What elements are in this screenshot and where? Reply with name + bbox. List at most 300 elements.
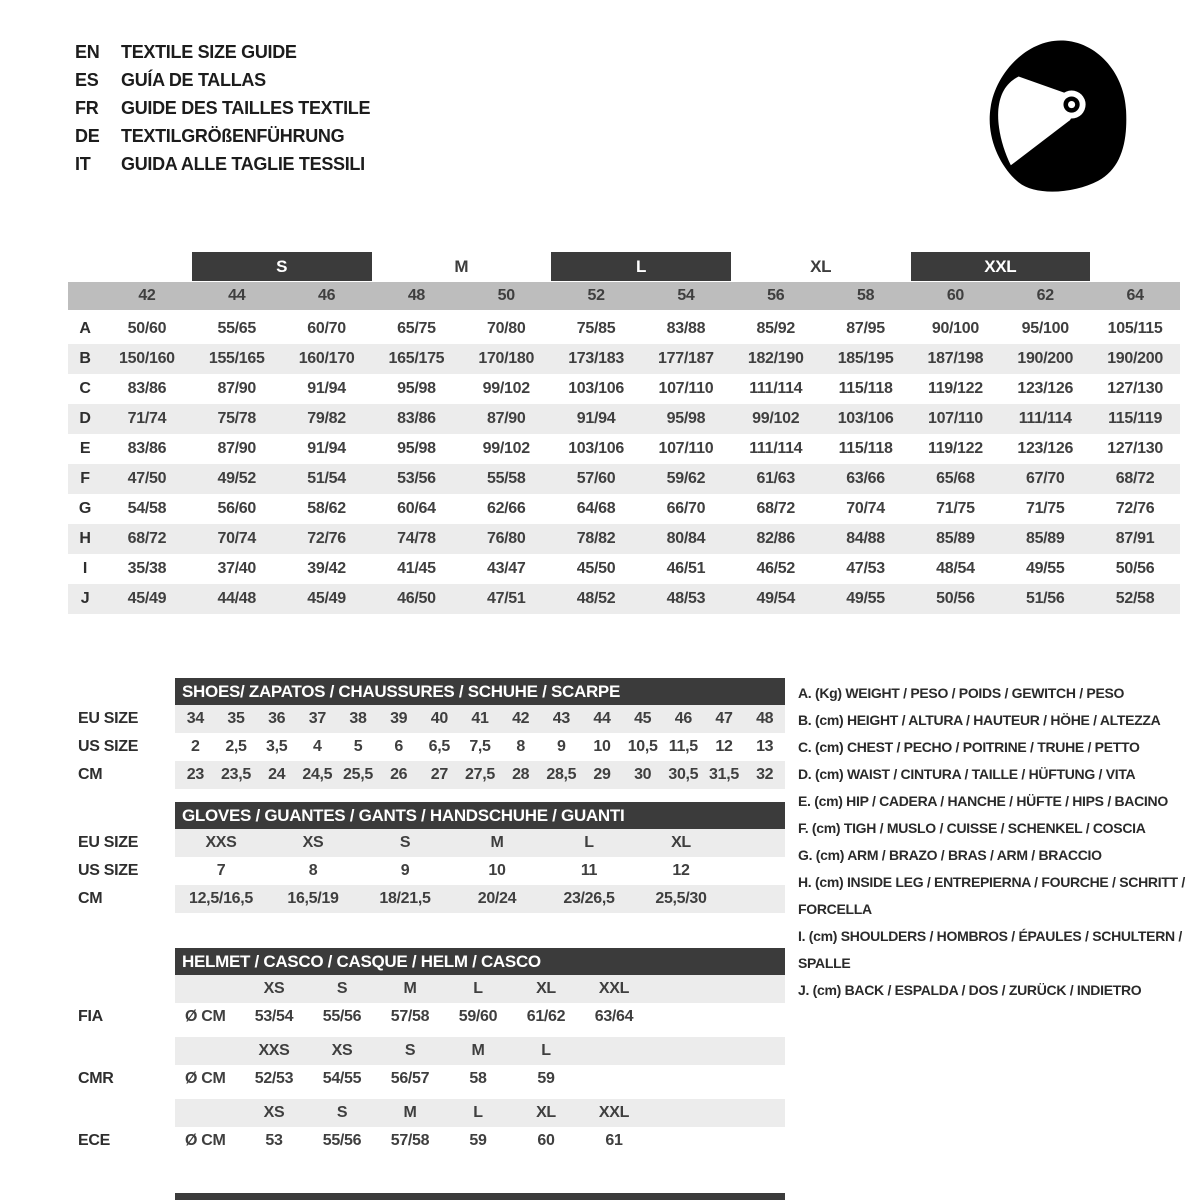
size-value: 165/175 (388, 350, 445, 367)
size-value: 4 (313, 738, 322, 755)
helmet-size-label: M (403, 1104, 417, 1121)
size-value: 59/62 (666, 470, 706, 487)
row-cells (175, 975, 785, 1003)
diameter-unit: Ø CM (185, 1132, 226, 1149)
size-value: 48/52 (576, 590, 616, 607)
size-value: 35 (227, 710, 245, 727)
helmet-size-label: S (336, 980, 348, 997)
language-code: ES (75, 69, 99, 90)
size-value: 48/53 (666, 590, 706, 607)
numeric-size-row (68, 282, 1180, 310)
row-label: E (79, 440, 91, 457)
size-value: 64/68 (576, 500, 616, 517)
size-value: 28 (512, 766, 530, 783)
size-value: 6,5 (428, 738, 450, 755)
size-value: 11,5 (668, 738, 698, 755)
helmet-size-row (78, 1037, 788, 1065)
unit-spacer (175, 1099, 240, 1127)
shoes-section-header: SHOES/ ZAPATOS / CHAUSSURES / SCHUHE / SCARPE (175, 678, 785, 705)
size-value: 107/110 (658, 440, 714, 457)
size-value: 25,5/30 (655, 890, 707, 907)
size-value: 111/114 (749, 380, 803, 397)
size-value: 49/54 (756, 590, 796, 607)
helmet-value-row (78, 1127, 788, 1155)
row-label: J (80, 590, 90, 607)
size-value: 46/51 (666, 560, 706, 577)
size-value: 50/56 (936, 590, 975, 607)
row-cells (175, 1037, 785, 1065)
row-cells (175, 1065, 785, 1093)
size-value: 50/60 (127, 320, 167, 337)
size-value: 12,5/16,5 (188, 890, 254, 907)
size-value: 80/84 (666, 530, 706, 547)
size-value: 12 (672, 862, 690, 879)
size-value: 26 (390, 766, 408, 783)
size-value: 39 (390, 710, 408, 727)
size-value: 46 (674, 710, 692, 727)
size-value: 75/78 (217, 410, 257, 427)
size-value: 150/160 (119, 350, 175, 367)
language-title-row (75, 150, 370, 178)
size-value: 38 (349, 710, 367, 727)
helmet-size-value: 55/56 (322, 1132, 362, 1149)
legend-item: G. (cm) ARM / BRAZO / BRAS / ARM / BRACCIO (798, 847, 1102, 863)
size-value: 9 (400, 862, 410, 879)
size-value: 37 (308, 710, 326, 727)
helmet-size-value: 54/55 (322, 1070, 362, 1087)
size-value: 85/92 (756, 320, 796, 337)
size-value: 99/102 (482, 380, 530, 397)
helmet-size-label: S (336, 1104, 348, 1121)
size-value: 23,5 (221, 766, 251, 783)
size-value: XS (302, 834, 324, 851)
size-value: 35/38 (127, 560, 167, 577)
legend-item: C. (cm) CHEST / PECHO / POITRINE / TRUHE / PETTO (798, 739, 1140, 755)
helmet-size-label: XXL (598, 980, 630, 997)
numeric-size: 46 (317, 287, 336, 304)
size-value: 53/56 (397, 470, 436, 487)
size-value: 177/187 (658, 350, 714, 367)
row-cells (175, 705, 785, 733)
size-value: 3,5 (265, 738, 288, 755)
unit-spacer (175, 1037, 240, 1065)
size-value: 44 (593, 710, 611, 727)
gloves-rows (78, 829, 788, 913)
diameter-unit: Ø CM (185, 1008, 226, 1025)
helmet-size-label: XS (263, 1104, 285, 1121)
size-value: XL (671, 834, 691, 851)
size-value: 68/72 (756, 500, 796, 517)
size-value: 50/56 (1115, 560, 1155, 577)
helmet-size-label: XL (536, 980, 556, 997)
size-value: 43/47 (486, 560, 526, 577)
size-value: 8 (308, 862, 318, 879)
helmet-size-value: 61 (605, 1132, 623, 1149)
helmet-size-value: 57/58 (390, 1132, 430, 1149)
row-cells (175, 1127, 785, 1155)
size-value: 67/70 (1025, 470, 1065, 487)
numeric-size: 42 (138, 287, 156, 304)
numeric-size: 64 (1126, 287, 1144, 304)
measurement-row (68, 464, 1180, 494)
size-group-s: S (192, 252, 372, 281)
row-label: CM (78, 890, 103, 907)
size-value: 47/53 (846, 560, 885, 577)
size-value: 60/64 (397, 500, 436, 517)
helmet-size-label: L (473, 980, 483, 997)
size-value: 83/88 (666, 320, 706, 337)
unit-spacer (175, 975, 240, 1003)
helmet-value-row (78, 1003, 788, 1031)
helmet-rows (78, 975, 788, 1161)
guide-title: TEXTILE SIZE GUIDE (121, 41, 297, 62)
size-value: 48/54 (936, 560, 975, 577)
size-value: M (490, 834, 504, 851)
row-label: A (79, 320, 91, 337)
row-cells (175, 1099, 785, 1127)
row-label: EU SIZE (78, 834, 139, 851)
helmet-size-label: M (403, 980, 417, 997)
language-code: FR (75, 97, 99, 118)
table-row (78, 829, 788, 857)
shoes-size-table (78, 678, 788, 789)
size-value: 119/122 (927, 380, 983, 397)
size-value: 16,5/19 (287, 890, 339, 907)
helmet-size-value: 59 (469, 1132, 487, 1149)
helmet-size-value: 63/64 (594, 1008, 634, 1025)
size-value: 18/21,5 (379, 890, 431, 907)
size-value: 47/50 (127, 470, 167, 487)
row-label: B (79, 350, 91, 367)
numeric-size: 62 (1036, 287, 1054, 304)
measurement-row (68, 554, 1180, 584)
size-value: 10 (488, 862, 506, 879)
size-value: 190/200 (1017, 350, 1074, 367)
size-value: 56/60 (217, 500, 257, 517)
size-value: 2 (191, 738, 200, 755)
numeric-size: 56 (767, 287, 785, 304)
gloves-size-table (78, 802, 788, 913)
size-value: 91/94 (307, 380, 346, 397)
size-value: 182/190 (747, 350, 804, 367)
size-value: 103/106 (568, 380, 624, 397)
numeric-size: 52 (587, 287, 605, 304)
size-value: 103/106 (837, 410, 894, 427)
size-value: 71/75 (1025, 500, 1065, 517)
shoes-rows (78, 705, 788, 789)
guide-title: GUIDA ALLE TAGLIE TESSILI (121, 153, 365, 174)
numeric-size: 50 (497, 287, 515, 304)
helmet-size-label: XS (331, 1042, 353, 1059)
size-value: 78/82 (576, 530, 616, 547)
size-value: 43 (552, 710, 570, 727)
helmet-size-label: XL (536, 1104, 556, 1121)
size-value: 85/89 (1025, 530, 1065, 547)
language-title-row (75, 66, 370, 94)
guide-title: TEXTILGRÖßENFÜHRUNG (121, 125, 345, 146)
size-value: 111/114 (749, 440, 803, 457)
textile-size-table (68, 252, 1180, 614)
size-group-row (68, 252, 1180, 281)
row-label-spacer (78, 1099, 175, 1127)
helmet-size-label: XXS (258, 1042, 290, 1059)
row-label-spacer (78, 975, 175, 1003)
row-label: US SIZE (78, 862, 139, 879)
measurement-row (68, 524, 1180, 554)
size-value: 85/89 (936, 530, 975, 547)
row-label: D (79, 410, 91, 427)
size-value: 45 (634, 710, 652, 727)
size-value: 30 (634, 766, 652, 783)
size-value: 45/49 (307, 590, 346, 607)
size-value: 127/130 (1107, 380, 1163, 397)
size-value: 91/94 (576, 410, 616, 427)
measurement-row (68, 374, 1180, 404)
numeric-size: 44 (228, 287, 246, 304)
measurement-row (68, 494, 1180, 524)
size-value: 58/62 (307, 500, 346, 517)
size-value: 107/110 (927, 410, 983, 427)
language-title-row (75, 122, 370, 150)
size-value: 65/68 (936, 470, 975, 487)
size-group-l: L (551, 252, 731, 281)
size-value: 45/49 (127, 590, 167, 607)
language-title-row (75, 94, 370, 122)
size-value: 11 (580, 862, 598, 879)
size-value: 31,5 (709, 766, 739, 783)
helmet-size-value: 52/53 (254, 1070, 294, 1087)
helmet-size-table (78, 948, 788, 1161)
size-value: 28,5 (546, 766, 577, 783)
row-label: H (79, 530, 91, 547)
helmet-size-label: XXL (598, 1104, 630, 1121)
size-value: 111/114 (1018, 410, 1072, 427)
size-value: 41/45 (397, 560, 436, 577)
size-value: 13 (756, 738, 774, 755)
numeric-size: 54 (677, 287, 695, 304)
size-group-m: M (454, 257, 469, 276)
size-value: 95/100 (1021, 320, 1069, 337)
size-value: 45/50 (576, 560, 616, 577)
size-value: L (584, 834, 594, 851)
legend-item: H. (cm) INSIDE LEG / ENTREPIERNA / FOURCHE / SCHRITT / FORCELLA (798, 874, 1185, 917)
size-value: 87/91 (1115, 530, 1155, 547)
size-value: 57/60 (576, 470, 616, 487)
size-value: 87/95 (846, 320, 885, 337)
row-cells (175, 1003, 785, 1031)
standard-label: ECE (78, 1132, 110, 1149)
row-label: G (78, 500, 92, 517)
size-value: 2,5 (225, 738, 247, 755)
size-value: 60/70 (307, 320, 346, 337)
size-value: 90/100 (931, 320, 979, 337)
size-value: 160/170 (298, 350, 355, 367)
measurement-row (68, 314, 1180, 344)
helmet-size-label: M (471, 1042, 485, 1059)
size-value: 115/119 (1108, 410, 1163, 427)
racing-helmet-icon (978, 36, 1134, 198)
size-value: 83/86 (127, 440, 167, 457)
table-row (78, 761, 788, 789)
size-value: 71/75 (936, 500, 975, 517)
legend-item: D. (cm) WAIST / CINTURA / TAILLE / HÜFTUNG / VITA (798, 766, 1136, 782)
size-value: 87/90 (217, 440, 257, 457)
size-value: 127/130 (1107, 440, 1163, 457)
size-value: 27 (430, 766, 448, 783)
language-code: IT (75, 153, 91, 174)
size-value: 123/126 (1017, 380, 1074, 397)
row-label-spacer (68, 282, 102, 310)
legend-item: A. (Kg) WEIGHT / PESO / POIDS / GEWITCH / PESO (798, 685, 1125, 701)
size-value: 84/88 (846, 530, 885, 547)
helmet-size-value: 56/57 (390, 1070, 430, 1087)
size-value: 115/118 (838, 440, 893, 457)
size-value: 7 (216, 862, 226, 879)
helmet-section-header: HELMET / CASCO / CASQUE / HELM / CASCO (175, 948, 785, 975)
size-value: 75/85 (576, 320, 616, 337)
helmet-size-value: 53 (265, 1132, 283, 1149)
helmet-size-value: 57/58 (390, 1008, 430, 1025)
size-value: 87/90 (217, 380, 257, 397)
size-value: 70/80 (486, 320, 526, 337)
row-label-spacer (78, 1037, 175, 1065)
size-value: 51/54 (307, 470, 346, 487)
size-value: 52/58 (1115, 590, 1155, 607)
size-value: 99/102 (752, 410, 800, 427)
size-value: 71/74 (127, 410, 167, 427)
size-value: 24 (268, 766, 286, 783)
size-value: 46/50 (397, 590, 436, 607)
helmet-size-row (78, 1099, 788, 1127)
size-value: 51/56 (1025, 590, 1065, 607)
size-value: 36 (268, 710, 286, 727)
size-value: 63/66 (846, 470, 885, 487)
row-cells (175, 761, 785, 789)
legend-item: J. (cm) BACK / ESPALDA / DOS / ZURÜCK / INDIETRO (798, 982, 1142, 998)
helmet-size-value: 53/54 (254, 1008, 294, 1025)
helmet-size-value: 60 (537, 1132, 555, 1149)
helmet-size-label: XS (263, 980, 285, 997)
row-label: C (79, 380, 91, 397)
language-code: EN (75, 41, 100, 62)
size-value: 72/76 (1115, 500, 1155, 517)
row-label: F (80, 470, 90, 487)
row-cells (175, 829, 785, 857)
helmet-size-value: 58 (469, 1070, 487, 1087)
helmet-value-row (78, 1065, 788, 1093)
row-label: EU SIZE (78, 710, 139, 727)
row-label: CM (78, 766, 103, 783)
table-row (78, 705, 788, 733)
row-label: I (82, 560, 88, 577)
size-value: 23/26,5 (563, 890, 615, 907)
size-value: 83/86 (127, 380, 167, 397)
legend-item: B. (cm) HEIGHT / ALTURA / HAUTEUR / HÖHE / ALTEZZA (798, 712, 1161, 728)
helmet-size-label: S (404, 1042, 416, 1059)
title-language-list (75, 38, 370, 178)
size-value: 55/58 (486, 470, 526, 487)
language-code: DE (75, 125, 100, 146)
measurement-legend (798, 680, 1198, 1004)
size-value: 27,5 (465, 766, 495, 783)
size-value: 49/55 (846, 590, 885, 607)
size-value: 49/55 (1025, 560, 1065, 577)
size-value: 70/74 (217, 530, 257, 547)
size-value: 107/110 (658, 380, 714, 397)
size-value: 68/72 (127, 530, 167, 547)
size-value: 55/65 (217, 320, 257, 337)
size-value: 105/115 (1107, 320, 1163, 337)
table-row (78, 885, 788, 913)
visor-pivot-center (1068, 101, 1075, 108)
size-value: 190/200 (1107, 350, 1163, 367)
size-value: 103/106 (568, 440, 624, 457)
size-value: 12 (715, 738, 733, 755)
size-value: 40 (430, 710, 448, 727)
size-value: 76/80 (486, 530, 526, 547)
helmet-size-value: 55/56 (322, 1008, 362, 1025)
diameter-unit: Ø CM (185, 1070, 226, 1087)
standard-label: FIA (78, 1008, 103, 1025)
size-value: 68/72 (1115, 470, 1155, 487)
helmet-size-value: 59/60 (458, 1008, 498, 1025)
size-value: 6 (394, 738, 403, 755)
size-value: 95/98 (666, 410, 706, 427)
size-value: 173/183 (568, 350, 624, 367)
size-value: S (399, 834, 411, 851)
size-value: 48 (756, 710, 774, 727)
size-value: 95/98 (397, 380, 436, 397)
row-cells (175, 733, 785, 761)
size-value: 66/70 (666, 500, 706, 517)
helmet-size-label: L (473, 1104, 483, 1121)
measurement-row (68, 344, 1180, 374)
size-value: 95/98 (397, 440, 436, 457)
size-value: 42 (512, 710, 530, 727)
size-value: 170/180 (478, 350, 535, 367)
guide-title: GUÍA DE TALLAS (121, 69, 266, 90)
size-value: 32 (756, 766, 774, 783)
size-value: 74/78 (397, 530, 436, 547)
size-value: 79/82 (307, 410, 346, 427)
size-value: 119/122 (927, 440, 983, 457)
size-value: 44/48 (217, 590, 257, 607)
measurement-row (68, 404, 1180, 434)
table-row (78, 733, 788, 761)
size-value: 99/102 (482, 440, 530, 457)
size-value: 61/63 (756, 470, 796, 487)
size-value: 187/198 (927, 350, 984, 367)
size-value: 83/86 (397, 410, 436, 427)
cutoff-section-header-strip (175, 1193, 785, 1200)
standard-label: CMR (78, 1070, 114, 1087)
size-value: 155/165 (208, 350, 265, 367)
size-value: 91/94 (307, 440, 346, 457)
legend-item: I. (cm) SHOULDERS / HOMBROS / ÉPAULES / SCHULTERN / SPALLE (798, 928, 1182, 971)
helmet-size-value: 59 (537, 1070, 555, 1087)
size-value: 46/52 (756, 560, 796, 577)
table-row (78, 857, 788, 885)
size-value: 39/42 (307, 560, 346, 577)
size-value: 62/66 (486, 500, 526, 517)
legend-item: F. (cm) TIGH / MUSLO / CUISSE / SCHENKEL / COSCIA (798, 820, 1146, 836)
numeric-size: 58 (856, 287, 875, 304)
gloves-section-header: GLOVES / GUANTES / GANTS / HANDSCHUHE / GUANTI (175, 802, 785, 829)
size-value: 123/126 (1017, 440, 1074, 457)
size-value: 65/75 (397, 320, 436, 337)
size-value: 10 (593, 738, 611, 755)
size-group-xl: XL (810, 257, 832, 276)
